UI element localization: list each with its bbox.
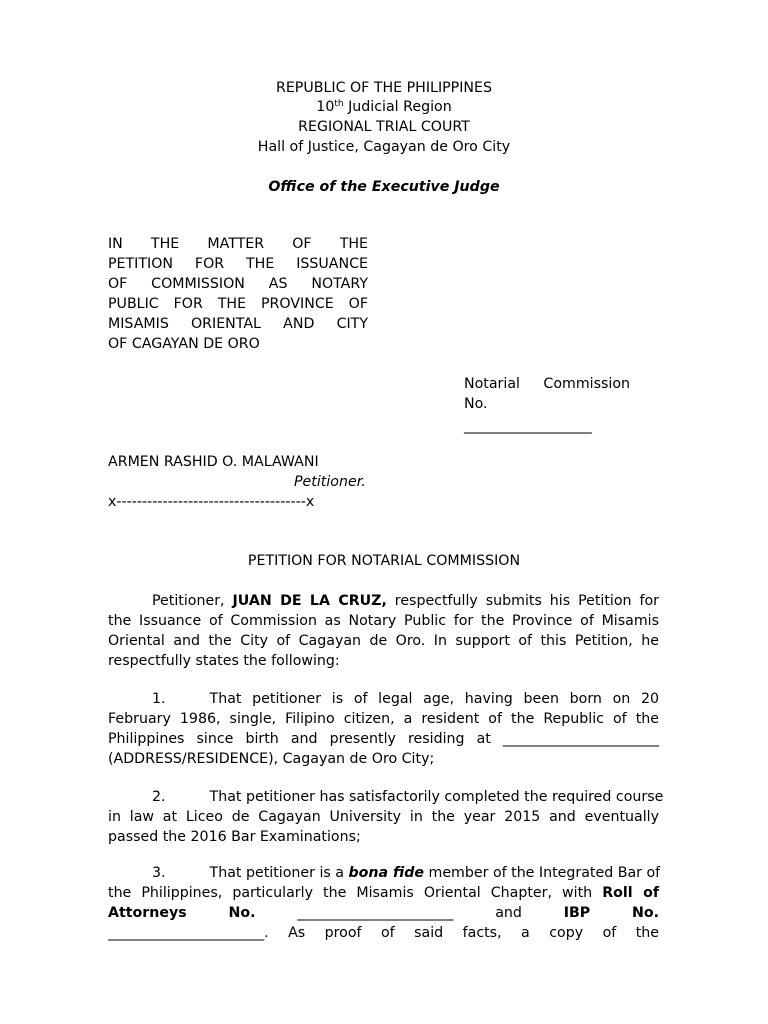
republic-heading: REPUBLIC OF THE PHILIPPINES (275, 80, 493, 96)
hall-of-justice-line: Hall of Justice, Cagayan de Oro City (257, 139, 511, 155)
and-text: and (495, 905, 522, 921)
item1-line-1 (108, 689, 659, 709)
roll-number-blank: ______________________ (297, 905, 454, 921)
caption-line: OF COMMISSION AS NOTARY (108, 276, 368, 292)
item3-line1-b: member of the Integrated Bar of (423, 865, 661, 881)
item3-line4-rest: As proof of said facts, a copy of the (288, 925, 659, 941)
item3-line-1 (108, 863, 659, 883)
region-suffix: th (334, 99, 344, 109)
petitioner-role: Petitioner. (294, 474, 366, 490)
case-caption (108, 234, 368, 354)
caption-line: OF CAGAYAN DE ORO (108, 336, 260, 352)
item3-line1-a: That petitioner is a (209, 865, 349, 881)
item-2-paragraph (108, 787, 664, 847)
notarial-commission-block (464, 374, 630, 436)
caption-line: MISAMIS ORIENTAL AND CITY (108, 316, 368, 332)
item2-line-1 (108, 787, 664, 807)
intro-line-3: Oriental and the City of Cagayan de Oro. In support of this Petition, he (108, 633, 659, 649)
item3-line-3 (108, 903, 659, 923)
ibp-text: IBP (563, 905, 591, 921)
intro-lead: Petitioner, (152, 593, 233, 609)
caption-line: IN THE MATTER OF THE (108, 236, 368, 252)
region-text: Judicial Region (343, 99, 452, 115)
caption-separator: x-------------------------------------x (108, 494, 315, 510)
item1-number: 1. (152, 691, 166, 707)
ibp-number-blank: ______________________. (108, 925, 269, 941)
roll-of-text: Roll of (602, 885, 660, 901)
intro-line-1 (108, 591, 659, 611)
petitioner-name: ARMEN RASHID O. MALAWANI (108, 454, 319, 470)
item2-line-2: in law at Liceo de Cagayan University in the year 2015 and eventually (108, 809, 659, 825)
item2-line1-text: That petitioner has satisfactorily completed the required course (209, 789, 664, 805)
bona-fide-text: bona fide (348, 865, 424, 881)
region-number: 10 (316, 99, 335, 115)
notarial-label: Notarial Commission (464, 376, 630, 392)
intro-line1-rest: respectfully submits his Petition for (386, 593, 659, 609)
caption-line: PETITION FOR THE ISSUANCE (108, 256, 368, 272)
ibp-no-text: No. (631, 905, 659, 921)
court-heading: REGIONAL TRIAL COURT (298, 119, 470, 135)
office-heading: Office of the Executive Judge (268, 179, 500, 195)
item-3-paragraph (108, 863, 659, 943)
item1-line-4: (ADDRESS/RESIDENCE), Cagayan de Oro City; (108, 751, 435, 767)
item3-number: 3. (152, 865, 166, 881)
item1-line1-text: That petitioner is of legal age, having been born on 20 (209, 691, 659, 707)
document-title: PETITION FOR NOTARIAL COMMISSION (247, 553, 521, 569)
item2-number: 2. (152, 789, 166, 805)
roll-no-text: No. (228, 905, 256, 921)
item3-line2-a: the Philippines, particularly the Misamis Oriental Chapter, with (108, 885, 603, 901)
notarial-number-blank: __________________ (464, 418, 592, 434)
item3-line-2 (108, 883, 659, 903)
item2-line-3: passed the 2016 Bar Examinations; (108, 829, 361, 845)
item1-line-2: February 1986, single, Filipino citizen, a resident of the Republic of the (108, 711, 659, 727)
item3-line-4 (108, 923, 659, 943)
item1-line-3: Philippines since birth and presently residing at ______________________ (108, 731, 659, 747)
item-1-paragraph (108, 689, 659, 769)
intro-line-2: the Issuance of Commission as Notary Public for the Province of Misamis (108, 613, 659, 629)
intro-paragraph (108, 591, 659, 671)
caption-line: PUBLIC FOR THE PROVINCE OF (108, 296, 368, 312)
petitioner-name-inline: JUAN DE LA CRUZ, (232, 593, 387, 609)
notarial-no-label: No. (464, 396, 488, 412)
judicial-region-line (0, 97, 768, 117)
attorneys-text: Attorneys (108, 905, 187, 921)
intro-line-4: respectfully states the following: (108, 653, 340, 669)
